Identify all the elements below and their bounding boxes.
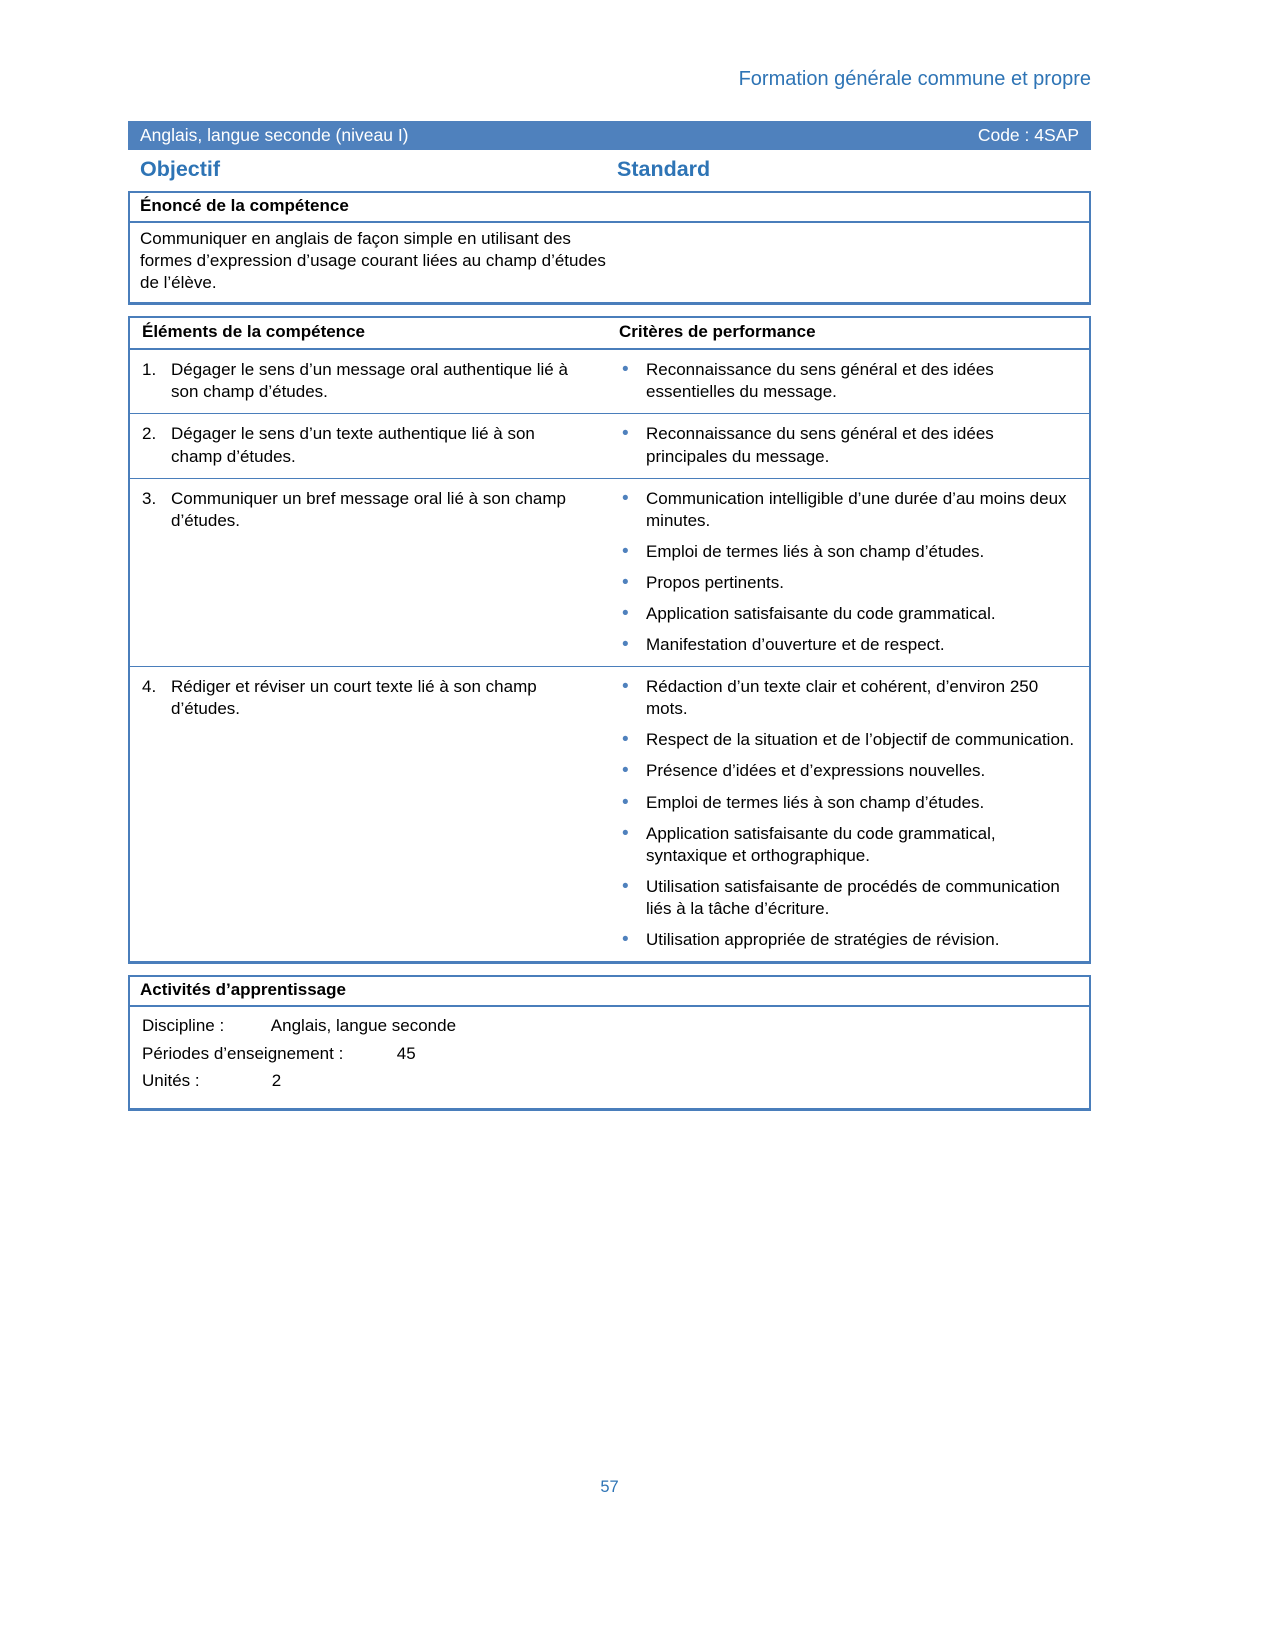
row-number: 3.	[142, 488, 157, 508]
document-page	[128, 0, 1091, 1496]
table-row	[130, 413, 1089, 477]
criteria-item: • Présence d’idées et d’expressions nouvelles.	[619, 760, 1077, 782]
criteria-item: • Reconnaissance du sens général et des idées principales du message.	[619, 423, 1077, 467]
criteria-item: • Utilisation appropriée de stratégies de révision.	[619, 929, 1077, 951]
criteria-item: • Application satisfaisante du code grammatical, syntaxique et orthographique.	[619, 823, 1077, 867]
course-title-bar	[128, 121, 1091, 150]
enonce-header: Énoncé de la compétence	[130, 193, 1089, 223]
criteria-item: • Manifestation d’ouverture et de respect.	[619, 634, 1077, 656]
objectif-heading: Objectif	[140, 157, 221, 181]
element-cell	[130, 423, 619, 467]
element-text: Rédiger et réviser un court texte lié à son champ d’études.	[171, 677, 537, 719]
standard-heading: Standard	[617, 157, 711, 181]
row-number: 4.	[142, 677, 157, 697]
activity-line	[142, 1067, 1079, 1095]
criteria-item: • Rédaction d’un texte clair et cohérent, d’environ 250 mots.	[619, 676, 1077, 720]
element-cell	[130, 359, 619, 403]
element-cell	[130, 676, 619, 951]
page-number: 57	[600, 1478, 619, 1496]
criteria-list	[619, 488, 1077, 657]
element-text: Dégager le sens d’un texte authentique lié à son champ d’études.	[171, 424, 535, 466]
activites-content	[130, 1007, 1089, 1108]
criteria-cell	[619, 359, 1089, 403]
criteria-list	[619, 423, 1077, 467]
activity-value: 2	[271, 1071, 282, 1091]
criteria-list	[619, 676, 1077, 951]
criteria-cell	[619, 676, 1089, 951]
section-running-header: Formation générale commune et propre	[738, 68, 1091, 90]
criteria-item: • Utilisation satisfaisante de procédés de communication liés à la tâche d’écriture.	[619, 876, 1077, 920]
criteria-item: • Propos pertinents.	[619, 572, 1077, 594]
course-title: Anglais, langue seconde (niveau I)	[140, 125, 409, 145]
row-number: 1.	[142, 360, 157, 380]
activity-value: 45	[396, 1043, 416, 1063]
activites-section	[128, 975, 1091, 1111]
criteria-item: • Reconnaissance du sens général et des idées essentielles du message.	[619, 359, 1077, 403]
activity-label: Unités :	[142, 1071, 200, 1091]
course-code: Code : 4SAP	[977, 125, 1079, 145]
competence-rows	[130, 350, 1089, 961]
activity-label: Discipline :	[142, 1016, 225, 1036]
criteria-item: • Communication intelligible d’une durée d’au moins deux minutes.	[619, 488, 1077, 532]
activites-header: Activités d’apprentissage	[130, 977, 1089, 1007]
criteria-cell	[619, 423, 1089, 467]
enonce-body	[130, 223, 1089, 302]
element-text: Dégager le sens d’un message oral authentique lié à son champ d’études.	[171, 360, 568, 402]
activity-line	[142, 1040, 1079, 1068]
activity-label: Périodes d’enseignement :	[142, 1043, 344, 1063]
table-row	[130, 666, 1089, 961]
table-row	[130, 350, 1089, 413]
criteria-list	[619, 359, 1077, 403]
criteres-column-header: Critères de performance	[619, 322, 816, 342]
criteria-item: • Respect de la situation et de l’objectif de communication.	[619, 729, 1077, 751]
criteria-item: • Emploi de termes liés à son champ d’études.	[619, 541, 1077, 563]
enonce-section	[128, 191, 1091, 305]
element-text: Communiquer un bref message oral lié à son champ d’études.	[171, 488, 566, 530]
elements-column-header: Éléments de la compétence	[142, 322, 365, 342]
criteria-cell	[619, 488, 1089, 657]
element-cell	[130, 488, 619, 657]
table-row	[130, 478, 1089, 667]
column-titles-row	[128, 150, 1091, 191]
criteria-item: • Emploi de termes liés à son champ d’études.	[619, 792, 1077, 814]
competence-section	[128, 316, 1091, 964]
row-number: 2.	[142, 424, 157, 444]
enonce-body-text: Communiquer en anglais de façon simple en utilisant des formes d’expression d’usage courant liées au champ d’études de l’élève.	[140, 229, 606, 292]
activity-value: Anglais, langue seconde	[270, 1016, 457, 1036]
criteria-item: • Application satisfaisante du code grammatical.	[619, 603, 1077, 625]
competence-table-headers	[130, 318, 1089, 350]
activity-line	[142, 1012, 1079, 1040]
